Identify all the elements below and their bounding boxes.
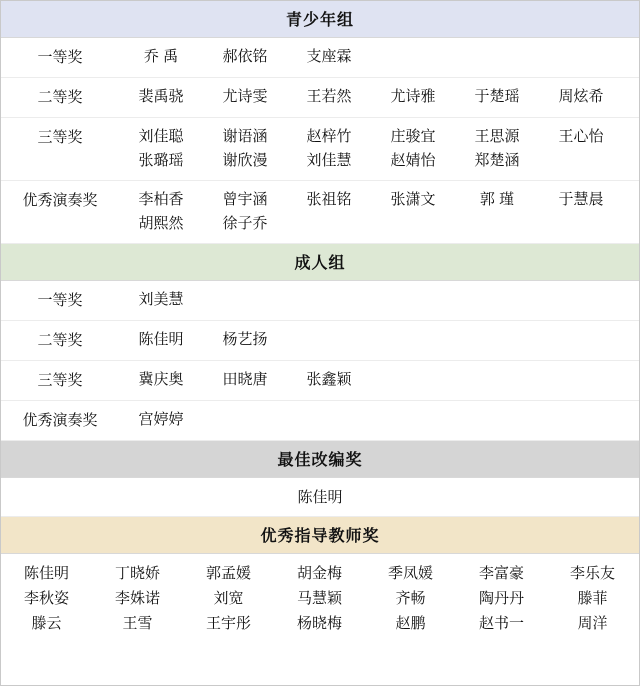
teacher-name: 赵书一 [478, 615, 524, 632]
winner-name: 胡熙然 [138, 215, 184, 232]
teacher-name: 胡金梅 [296, 565, 342, 582]
teacher-name: 刘宽 [213, 590, 244, 607]
award-label: 一等奖 [37, 49, 83, 66]
teacher-name: 丁晓娇 [114, 565, 160, 582]
section-header-youth: 青少年组 [1, 1, 639, 38]
winner-name: 田晓唐 [222, 371, 268, 388]
teacher-name: 赵鹏 [395, 615, 426, 632]
winner-name: 支座霖 [306, 48, 352, 65]
winner-name: 郑楚涵 [474, 152, 520, 169]
award-names [119, 125, 639, 173]
award-names [119, 85, 639, 109]
teacher-name: 李乐友 [569, 565, 615, 582]
winner-name: 李柏香 [138, 191, 184, 208]
teacher-name: 马慧颖 [296, 590, 342, 607]
award-row [1, 181, 639, 244]
award-row [1, 361, 639, 401]
award-row [1, 118, 639, 181]
award-label: 三等奖 [37, 129, 83, 146]
winner-name: 曾宇涵 [222, 191, 268, 208]
winner-name: 刘佳慧 [306, 152, 352, 169]
winner-name: 冀庆奥 [138, 371, 184, 388]
winner-name: 张鑫颖 [306, 371, 352, 388]
award-label: 二等奖 [37, 332, 83, 349]
teacher-name-grid [1, 554, 639, 644]
award-names [119, 368, 639, 392]
award-row [1, 401, 639, 441]
winner-name: 刘佳聪 [138, 128, 184, 145]
winner-name: 于慧晨 [558, 191, 604, 208]
teacher-name: 杨晓梅 [296, 615, 342, 632]
winner-name: 庄骏宜 [390, 128, 436, 145]
teacher-name: 郭孟媛 [205, 565, 251, 582]
winner-name: 谢语涵 [222, 128, 268, 145]
teacher-name: 王宇彤 [205, 615, 251, 632]
winner-name: 赵婧怡 [390, 152, 436, 169]
winner-name: 陈佳明 [138, 331, 184, 348]
section-header-adult: 成人组 [1, 244, 639, 281]
award-names [119, 288, 639, 312]
winner-name: 郝依铭 [222, 48, 268, 65]
award-row [1, 78, 639, 118]
winner-name: 尤诗雯 [222, 88, 268, 105]
teacher-name: 王雪 [122, 615, 153, 632]
winner-name: 王若然 [306, 88, 352, 105]
winner-name: 张祖铭 [306, 191, 352, 208]
winner-name: 刘美慧 [138, 291, 184, 308]
teacher-name: 李姝诺 [114, 590, 160, 607]
winner-name: 王心怡 [558, 128, 604, 145]
award-row [1, 281, 639, 321]
winner-name: 陈佳明 [1, 478, 639, 517]
award-names [119, 45, 639, 69]
award-label: 一等奖 [37, 292, 83, 309]
winner-name: 郭 瑾 [479, 191, 515, 208]
teacher-name: 陶丹丹 [478, 590, 524, 607]
award-names [119, 328, 639, 352]
award-label: 优秀演奏奖 [22, 412, 98, 429]
teacher-name: 周洋 [577, 615, 608, 632]
teacher-name: 滕菲 [577, 590, 608, 607]
section-header-excellent-teacher: 优秀指导教师奖 [1, 517, 639, 554]
award-label: 优秀演奏奖 [22, 192, 98, 209]
teacher-name: 滕云 [31, 615, 62, 632]
winner-name: 尤诗雅 [390, 88, 436, 105]
award-label: 三等奖 [37, 372, 83, 389]
winner-name: 乔 禹 [143, 48, 179, 65]
award-names [119, 408, 639, 432]
winner-name: 杨艺扬 [222, 331, 268, 348]
winner-name: 赵梓竹 [306, 128, 352, 145]
award-row [1, 321, 639, 361]
section-header-best-arrangement: 最佳改编奖 [1, 441, 639, 478]
winner-name: 宫婷婷 [138, 411, 184, 428]
award-label: 二等奖 [37, 89, 83, 106]
winner-name: 周炫希 [558, 88, 604, 105]
winner-name: 裴禹骁 [138, 88, 184, 105]
award-row [1, 38, 639, 78]
winner-name: 于楚瑶 [474, 88, 520, 105]
award-names [119, 188, 639, 236]
winner-name: 徐子乔 [222, 215, 268, 232]
teacher-name: 李秋姿 [23, 590, 69, 607]
winner-name: 谢欣漫 [222, 152, 268, 169]
teacher-name: 齐畅 [395, 590, 426, 607]
winner-name: 王思源 [474, 128, 520, 145]
teacher-name: 陈佳明 [23, 565, 69, 582]
winner-name: 张璐瑶 [138, 152, 184, 169]
winner-name: 张潇文 [390, 191, 436, 208]
teacher-name: 季凤媛 [387, 565, 433, 582]
teacher-name: 李富豪 [478, 565, 524, 582]
